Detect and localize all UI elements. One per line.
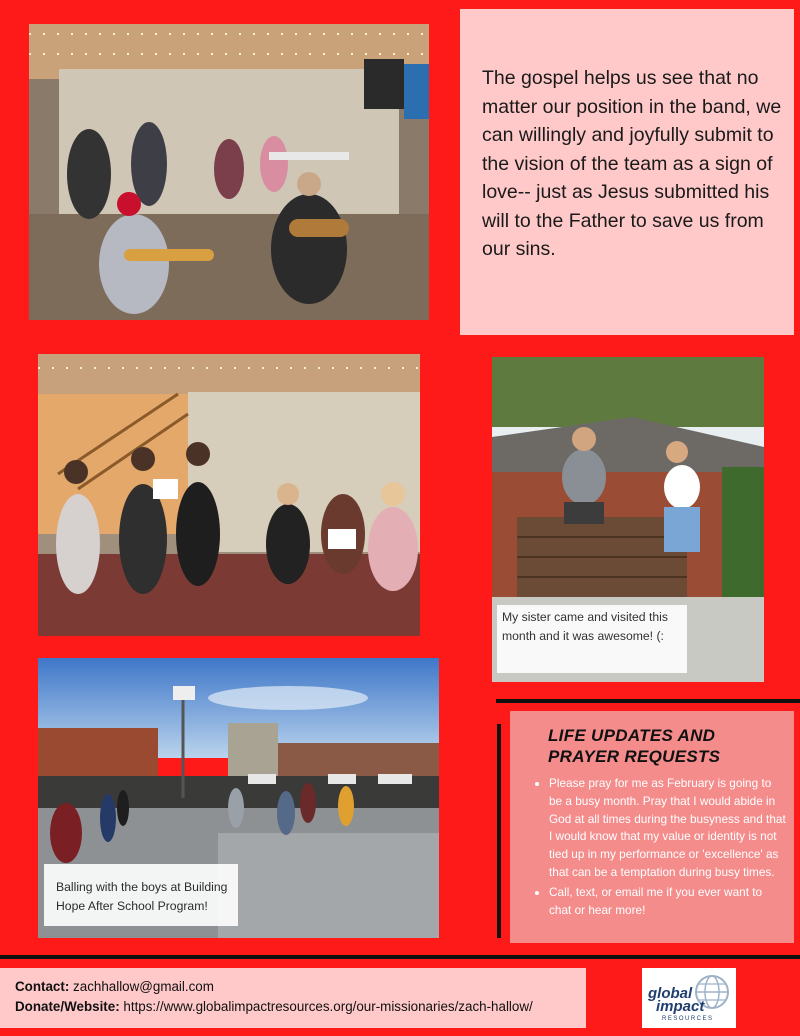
- contact-line: [15, 977, 586, 997]
- singers-photo: [38, 354, 420, 636]
- section-divider-top: [496, 699, 800, 703]
- gospel-quote-box: [460, 9, 794, 335]
- contact-box: [0, 968, 586, 1028]
- donate-label: Donate/Website:: [15, 999, 120, 1014]
- prayer-request-list: [518, 775, 786, 919]
- life-updates-box: [510, 711, 794, 943]
- donate-url[interactable]: https://www.globalimpactresources.org/our-missionaries/zach-hallow/: [123, 999, 533, 1014]
- section-divider-left: [497, 724, 501, 938]
- logo-word-impact: impact: [656, 998, 705, 1015]
- logo-word-global: global: [648, 985, 693, 1002]
- prayer-request-item: • Call, text, or email me if you ever want to chat or hear more!: [549, 884, 786, 920]
- gospel-quote-text: The gospel helps us see that no matter our position in the band, we can willingly and joyfully submit to the vision of the team as a sign of love-- just as Jesus submitted his will to the Father to save us from our sins.: [482, 67, 782, 260]
- balling-caption: Balling with the boys at Building Hope After School Program!: [44, 864, 238, 926]
- contact-label: Contact:: [15, 979, 70, 994]
- global-impact-logo: [642, 968, 736, 1028]
- contact-email[interactable]: zachhallow@gmail.com: [73, 979, 214, 994]
- band-rehearsal-photo: [29, 24, 429, 320]
- footer-divider: [0, 955, 800, 959]
- life-updates-title: LIFE UPDATES AND PRAYER REQUESTS: [548, 726, 721, 766]
- logo-word-resources: RESOURCES: [662, 1016, 714, 1022]
- prayer-request-item: • Please pray for me as February is going to be a busy month. Pray that I would abide in God at all times during the busyness and that I would know that my value or identity is not tied up in my performance or 'excellence' as that can be a temptation during busy times.: [549, 775, 786, 882]
- donate-line: [15, 997, 586, 1017]
- sister-visit-caption: My sister came and visited this month and it was awesome! (:: [497, 605, 687, 673]
